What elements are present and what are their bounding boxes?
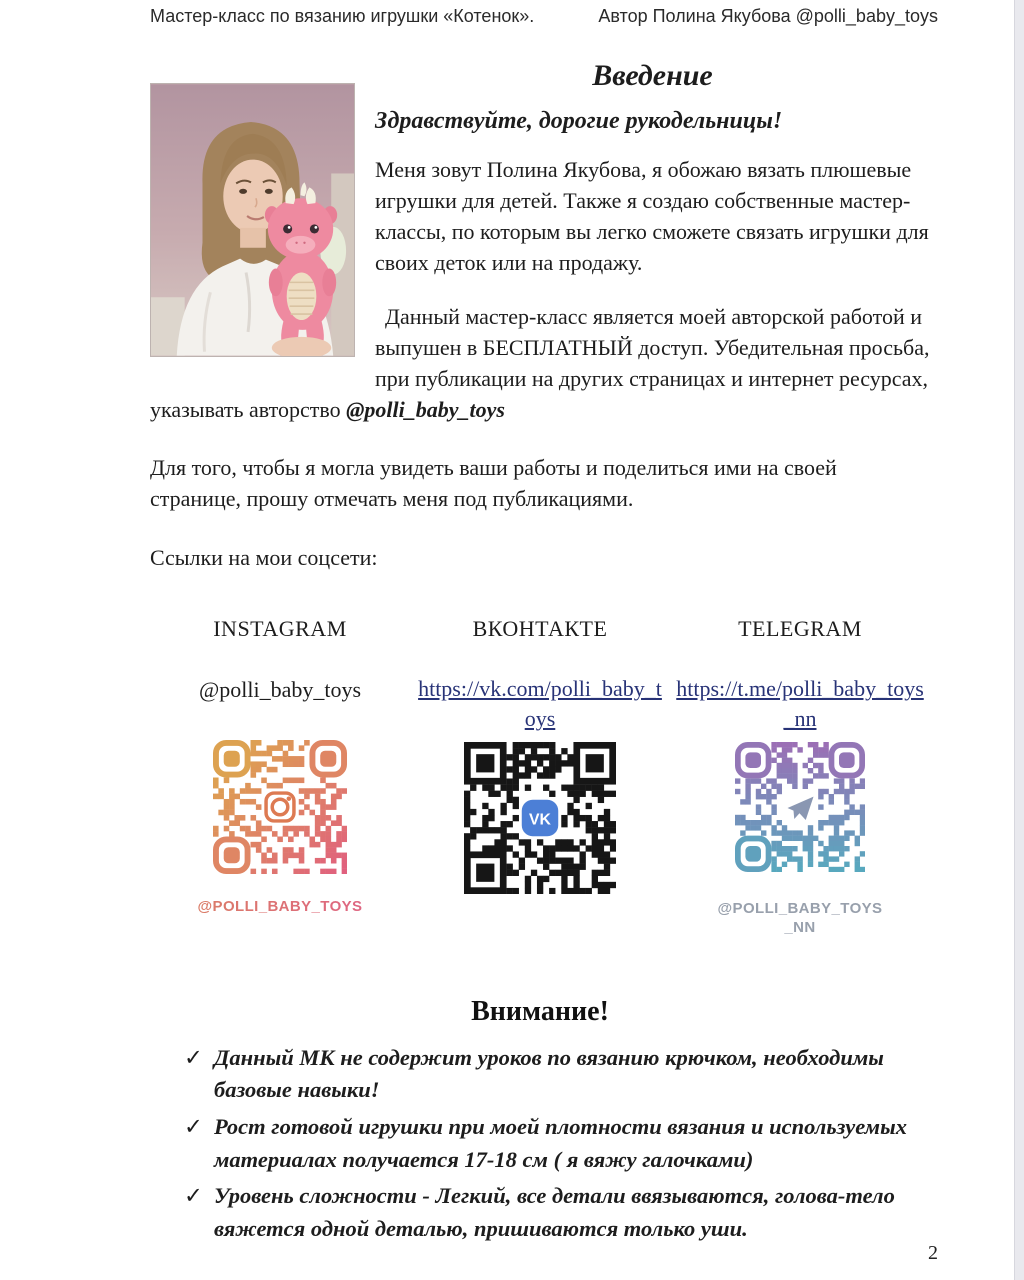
telegram-network-name: TELEGRAM bbox=[738, 616, 862, 642]
attention-title: Внимание! bbox=[471, 995, 609, 1027]
section-title: Введение bbox=[592, 59, 713, 92]
author-photo-illustration bbox=[151, 84, 354, 356]
vk-linkbox bbox=[410, 674, 670, 734]
attention-item-text: Уровень сложности - Легкий, все детали ввязываются, голова-тело вяжется одной деталью, пришиваются только уши. bbox=[214, 1183, 895, 1241]
check-icon: ✓ bbox=[184, 1113, 203, 1139]
social-column-vk bbox=[410, 613, 670, 938]
telegram-link[interactable]: https://t.me/polli_baby_toys_nn bbox=[676, 676, 924, 732]
attention-item-text: Данный МК не содержит уроков по вязанию крючком, необходимы базовые навыки! bbox=[214, 1044, 884, 1103]
vk-link[interactable]: https://vk.com/polli_baby_toys bbox=[418, 676, 662, 732]
attention-item bbox=[184, 1111, 930, 1176]
intro-paragraph-3: Для того, чтобы я могла увидеть ваши работы и поделиться ими на своей странице, прошу отмечать меня под публикациями. bbox=[150, 454, 837, 511]
page-content bbox=[0, 27, 1024, 1245]
doc-author: Автор Полина Якубова @polli_baby_toys bbox=[598, 6, 938, 26]
vk-network-name: ВКОНТАКТЕ bbox=[472, 616, 608, 642]
page-number: 2 bbox=[928, 1242, 938, 1264]
socials-label: Ссылки на мои соцсети: bbox=[150, 545, 378, 571]
page-edge-strip bbox=[1014, 0, 1024, 1280]
social-column-instagram bbox=[150, 613, 410, 938]
instagram-qr-caption: @POLLI_BABY_TOYS bbox=[150, 898, 410, 917]
instagram-handle: @polli_baby_toys bbox=[198, 677, 362, 703]
attention-item bbox=[184, 1180, 930, 1245]
attention-item-text: Рост готовой игрушки при моей плотности вязания и используемых материалах получается 17-18 см ( я вяжу галочками) bbox=[214, 1113, 907, 1172]
vk-qr-code bbox=[410, 742, 670, 900]
socials-grid bbox=[150, 613, 930, 938]
doc-title: Мастер-класс по вязанию игрушки «Котенок». bbox=[150, 6, 535, 26]
attention-list bbox=[150, 1042, 930, 1246]
author-handle-text: @polli_baby_toys bbox=[346, 397, 505, 423]
author-photo bbox=[150, 83, 355, 357]
telegram-qr-code bbox=[670, 742, 930, 900]
document-header bbox=[0, 0, 1024, 27]
intro-paragraph-2-text: Данный мастер-класс является моей авторской работой и выпушен в БЕСПЛАТНЫЙ доступ. Убедительная просьба, при публикации на других страницах и интернет ресурсах, указывать авторство bbox=[150, 303, 930, 423]
intro-paragraph-1: Меня зовут Полина Якубова, я обожаю вязать плюшевые игрушки для детей. Также я создаю собственные мастер-классы, по которым вы легко сможете связать игрушки для своих деток или на продажу. bbox=[375, 156, 929, 276]
social-column-telegram bbox=[670, 613, 930, 938]
check-icon: ✓ bbox=[184, 1044, 203, 1070]
telegram-linkbox bbox=[670, 674, 930, 734]
check-icon: ✓ bbox=[184, 1183, 203, 1209]
instagram-network-name: INSTAGRAM bbox=[213, 616, 347, 642]
instagram-qr-code bbox=[150, 740, 410, 898]
attention-item bbox=[184, 1042, 930, 1107]
svg-text:VK: VK bbox=[529, 811, 551, 829]
telegram-qr-caption: @POLLI_BABY_TOYS_NN bbox=[717, 900, 883, 937]
greeting-text: Здравствуйте, дорогие рукодельницы! bbox=[375, 107, 783, 134]
